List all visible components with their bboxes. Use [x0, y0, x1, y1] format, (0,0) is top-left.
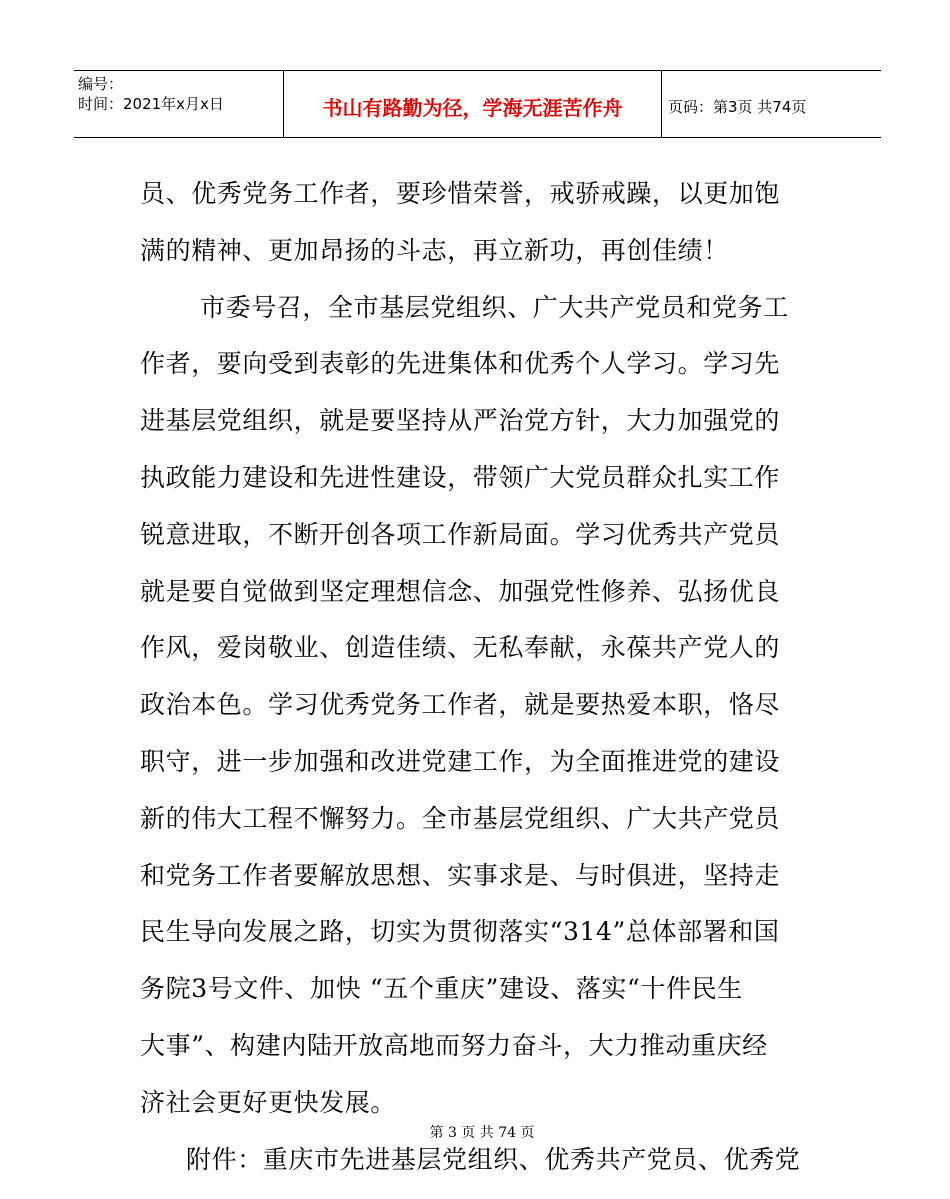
- page-footer: 第 3 页 共 74 页: [429, 1125, 535, 1141]
- body-line: 和党务工作者要解放思想、实事求是、与时俱进，坚持走: [140, 860, 781, 890]
- body-line: 员、优秀党务工作者，要珍惜荣誉，戒骄戒躁，以更加饱: [140, 179, 781, 208]
- body-line: 作者，要向受到表彰的先进集体和优秀个人学习。学习先: [140, 349, 781, 379]
- body-line: 作风，爱岗敬业、创造佳绩、无私奉献，永葆共产党人的: [140, 633, 781, 663]
- page-header: [74, 70, 881, 138]
- header-meta: [74, 71, 284, 137]
- body-line: 市委号召，全市基层党组织、广大共产党员和党务工: [200, 292, 789, 322]
- body-line: 政治本色。学习优秀党务工作者，就是要热爱本职，恪尽: [140, 690, 781, 720]
- body-line: 执政能力建设和先进性建设，带领广大党员群众扎实工作: [140, 462, 781, 492]
- body-line: 进基层党组织，就是要坚持从严治党方针，大力加强党的: [140, 406, 781, 436]
- header-page-info: 页码：第3页 共74页: [668, 97, 807, 116]
- body-line: 满的精神、更加昂扬的斗志，再立新功，再创佳绩！: [140, 235, 729, 265]
- body-line: 新的伟大工程不懈努力。全市基层党组织、广大共产党员: [140, 803, 781, 833]
- header-motto: 书山有路勤为径，学海无涯苦作舟: [284, 71, 662, 137]
- body-line: 济社会更好更快发展。: [140, 1087, 397, 1117]
- number-label: 编号：: [78, 75, 124, 93]
- document-body: [140, 166, 820, 1188]
- body-line: 大事”、构建内陆开放高地而努力奋斗，大力推动重庆经: [140, 1030, 768, 1060]
- body-line: 就是要自觉做到坚定理想信念、加强党性修养、弘扬优良: [140, 576, 781, 606]
- body-line: 务院3号文件、加快 “五个重庆”建设、落实“十件民生: [140, 974, 743, 1004]
- time-label: 时间：2021年x月x日: [78, 95, 224, 113]
- body-line: 职守，进一步加强和改进党建工作，为全面推进党的建设: [140, 746, 781, 776]
- body-line: 民生导向发展之路，切实为贯彻落实“314”总体部署和国: [140, 917, 780, 947]
- body-line: 附件：重庆市先进基层党组织、优秀共产党员、优秀党: [186, 1144, 801, 1174]
- body-line: 锐意进取，不断开创各项工作新局面。学习优秀共产党员: [140, 519, 781, 549]
